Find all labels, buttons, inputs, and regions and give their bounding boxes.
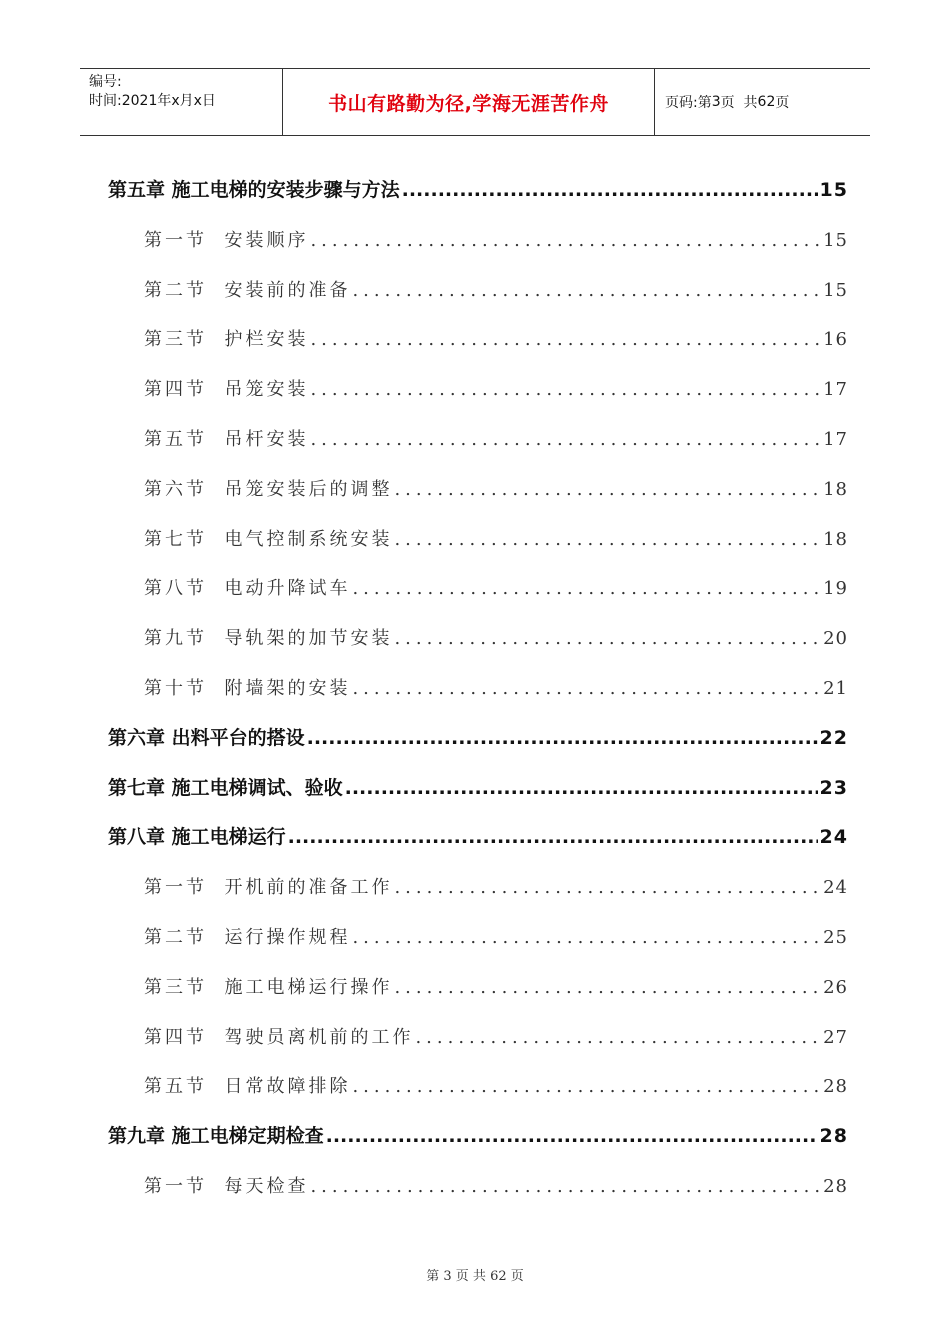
toc-dot-leader bbox=[352, 564, 821, 614]
toc-section-entry[interactable] bbox=[108, 913, 848, 963]
toc-entry-page-number: 21 bbox=[823, 677, 848, 699]
table-of-contents bbox=[108, 166, 848, 1212]
toc-section-entry[interactable] bbox=[108, 465, 848, 515]
header-motto: 书山有路勤为径,学海无涯苦作舟 bbox=[283, 69, 655, 135]
toc-entry-page-number: 28 bbox=[819, 1125, 848, 1148]
toc-entry-label: 第一节 开机前的准备工作 bbox=[144, 877, 393, 899]
toc-entry-page-number: 22 bbox=[819, 726, 848, 749]
toc-entry-label: 第四节 吊笼安装 bbox=[144, 379, 309, 401]
page-info-middle: 页 共 bbox=[720, 95, 758, 111]
toc-entry-page-number: 17 bbox=[823, 428, 848, 450]
toc-entry-label: 第五章 施工电梯的安装步骤与方法 bbox=[108, 179, 400, 201]
page-info-total: 62 bbox=[757, 94, 776, 110]
toc-entry-page-number: 24 bbox=[819, 826, 848, 849]
toc-entry-page-number: 24 bbox=[823, 877, 848, 899]
toc-entry-label: 第一节 每天检查 bbox=[144, 1175, 309, 1197]
toc-entry-page-number: 28 bbox=[823, 1175, 848, 1197]
toc-entry-label: 第三节 护栏安装 bbox=[144, 329, 309, 351]
toc-dot-leader bbox=[310, 365, 821, 415]
toc-section-entry[interactable] bbox=[108, 963, 848, 1013]
toc-entry-label: 第三节 施工电梯运行操作 bbox=[144, 976, 393, 998]
toc-dot-leader bbox=[352, 913, 821, 963]
toc-entry-page-number: 18 bbox=[823, 528, 848, 550]
toc-entry-page-number: 20 bbox=[823, 628, 848, 650]
toc-entry-label: 第二节 运行操作规程 bbox=[144, 926, 351, 948]
header-meta bbox=[80, 69, 283, 135]
toc-section-entry[interactable] bbox=[108, 664, 848, 714]
toc-entry-page-number: 19 bbox=[823, 578, 848, 600]
toc-entry-label: 第六节 吊笼安装后的调整 bbox=[144, 478, 393, 500]
toc-entry-label: 第九章 施工电梯定期检查 bbox=[108, 1125, 324, 1148]
toc-entry-label: 第一节 安装顺序 bbox=[144, 229, 309, 251]
toc-entry-page-number: 15 bbox=[823, 229, 848, 251]
toc-dot-leader bbox=[310, 1162, 821, 1212]
toc-dot-leader bbox=[326, 1112, 818, 1162]
toc-entry-label: 第九节 导轨架的加节安装 bbox=[144, 628, 393, 650]
toc-entry-page-number: 15 bbox=[823, 279, 848, 301]
toc-section-entry[interactable] bbox=[108, 614, 848, 664]
toc-dot-leader bbox=[288, 813, 818, 863]
toc-chapter-entry[interactable] bbox=[108, 1112, 848, 1162]
toc-entry-page-number: 28 bbox=[823, 1076, 848, 1098]
toc-dot-leader bbox=[310, 315, 821, 365]
toc-chapter-entry[interactable] bbox=[108, 813, 848, 863]
toc-entry-page-number: 26 bbox=[823, 976, 848, 998]
toc-dot-leader bbox=[402, 166, 818, 216]
toc-entry-label: 第八节 电动升降试车 bbox=[144, 578, 351, 600]
toc-section-entry[interactable] bbox=[108, 564, 848, 614]
footer-prefix: 第 bbox=[426, 1269, 440, 1284]
page-header bbox=[80, 68, 870, 136]
toc-section-entry[interactable] bbox=[108, 266, 848, 316]
document-number-label: 编号: bbox=[89, 74, 122, 90]
toc-entry-label: 第七章 施工电梯调试、验收 bbox=[108, 776, 343, 799]
toc-entry-label: 第八章 施工电梯运行 bbox=[108, 826, 286, 849]
toc-entry-label: 第十节 附墙架的安装 bbox=[144, 677, 351, 699]
toc-entry-label: 第六章 出料平台的搭设 bbox=[108, 726, 305, 749]
toc-section-entry[interactable] bbox=[108, 1162, 848, 1212]
toc-dot-leader bbox=[394, 963, 821, 1013]
toc-entry-page-number: 16 bbox=[823, 329, 848, 351]
toc-dot-leader bbox=[394, 515, 821, 565]
toc-dot-leader bbox=[352, 266, 821, 316]
toc-entry-label: 第七节 电气控制系统安装 bbox=[144, 528, 393, 550]
toc-chapter-entry[interactable] bbox=[108, 714, 848, 764]
toc-dot-leader bbox=[310, 216, 821, 266]
toc-entry-label: 第四节 驾驶员离机前的工作 bbox=[144, 1026, 414, 1048]
footer-current-page: 3 bbox=[443, 1269, 452, 1284]
toc-dot-leader bbox=[394, 614, 821, 664]
toc-entry-label: 第五节 日常故障排除 bbox=[144, 1076, 351, 1098]
document-time-label: 时间:2021年x月x日 bbox=[89, 93, 216, 109]
page-info-current: 3 bbox=[711, 94, 721, 110]
page-info-prefix: 页码:第 bbox=[665, 95, 712, 111]
footer-middle: 页 共 bbox=[455, 1269, 486, 1284]
footer-suffix: 页 bbox=[510, 1269, 524, 1284]
toc-dot-leader bbox=[394, 465, 821, 515]
toc-section-entry[interactable] bbox=[108, 1062, 848, 1112]
toc-dot-leader bbox=[310, 415, 821, 465]
toc-dot-leader bbox=[352, 1062, 821, 1112]
page-info-suffix: 页 bbox=[775, 95, 790, 111]
toc-entry-page-number: 18 bbox=[823, 478, 848, 500]
toc-entry-page-number: 25 bbox=[823, 926, 848, 948]
toc-entry-label: 第二节 安装前的准备 bbox=[144, 279, 351, 301]
toc-section-entry[interactable] bbox=[108, 1013, 848, 1063]
toc-section-entry[interactable] bbox=[108, 216, 848, 266]
toc-dot-leader bbox=[307, 714, 818, 764]
toc-chapter-entry[interactable] bbox=[108, 166, 848, 216]
toc-section-entry[interactable] bbox=[108, 863, 848, 913]
toc-entry-page-number: 15 bbox=[819, 179, 848, 201]
toc-dot-leader bbox=[394, 863, 821, 913]
toc-section-entry[interactable] bbox=[108, 415, 848, 465]
page-footer bbox=[0, 1265, 950, 1284]
header-page-info bbox=[655, 69, 870, 135]
toc-dot-leader bbox=[345, 764, 818, 814]
toc-section-entry[interactable] bbox=[108, 315, 848, 365]
toc-entry-page-number: 27 bbox=[823, 1026, 848, 1048]
toc-entry-page-number: 23 bbox=[819, 776, 848, 799]
toc-entry-label: 第五节 吊杆安装 bbox=[144, 428, 309, 450]
toc-dot-leader bbox=[352, 664, 821, 714]
toc-chapter-entry[interactable] bbox=[108, 764, 848, 814]
toc-dot-leader bbox=[415, 1013, 821, 1063]
toc-section-entry[interactable] bbox=[108, 515, 848, 565]
toc-entry-page-number: 17 bbox=[823, 379, 848, 401]
toc-section-entry[interactable] bbox=[108, 365, 848, 415]
footer-total-pages: 62 bbox=[490, 1269, 507, 1284]
